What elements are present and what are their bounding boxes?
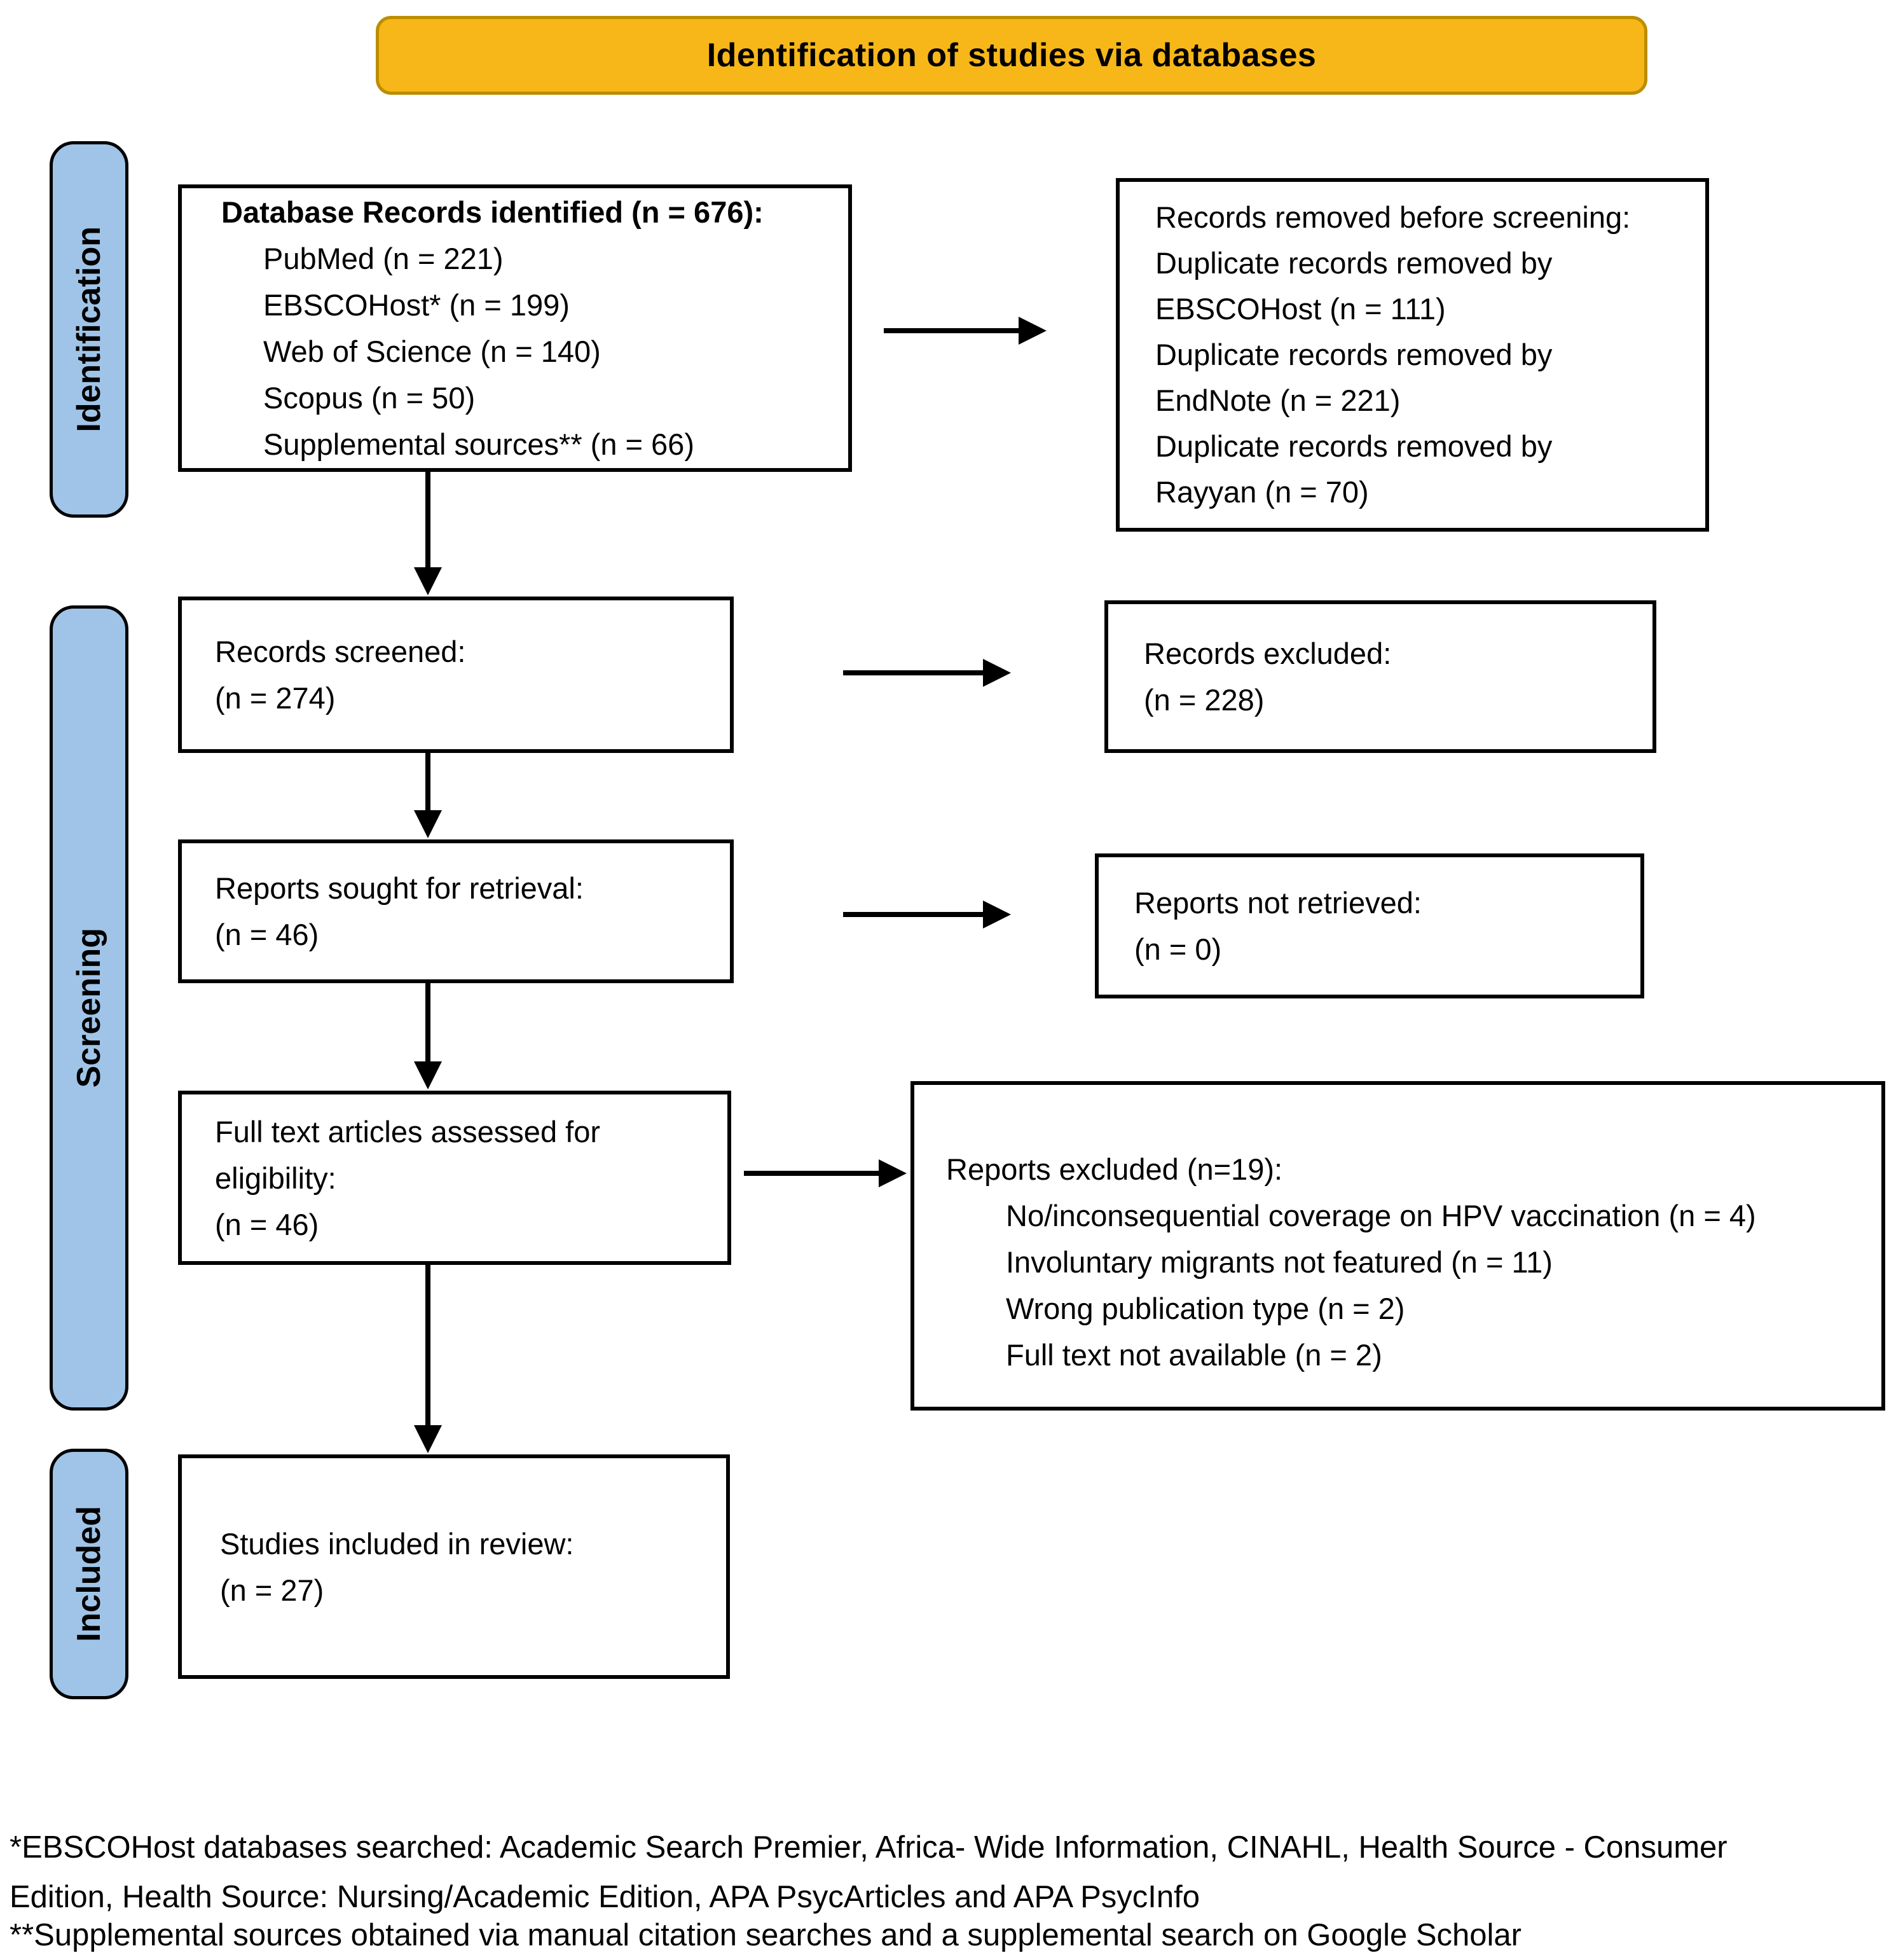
text-line: Wrong publication type (n = 2) — [1006, 1291, 1405, 1325]
arrow-shaft — [425, 472, 430, 567]
arrow-head-right-icon — [983, 659, 1011, 687]
arrow-shaft — [744, 1171, 879, 1176]
text-line: Duplicate records removed by — [1155, 246, 1553, 280]
text-line: Scopus (n = 50) — [263, 381, 476, 415]
box-heading: Reports sought for retrieval: — [215, 871, 584, 905]
text-line: Duplicate records removed by — [1155, 429, 1553, 463]
text-line: Involuntary migrants not featured (n = 11) — [1006, 1245, 1553, 1279]
arrow-head-down-icon — [414, 567, 442, 595]
arrow-head-right-icon — [983, 901, 1011, 928]
arrow-sought-to-fulltext — [414, 983, 442, 1089]
arrow-shaft — [425, 1265, 430, 1425]
box-heading: Database Records identified (n = 676): — [221, 195, 764, 229]
box-heading: Records removed before screening: — [1155, 200, 1631, 234]
box-heading: Records excluded: — [1144, 637, 1392, 670]
box-records-removed-before-screening — [1116, 178, 1709, 532]
text-line: PubMed (n = 221) — [263, 242, 504, 275]
arrow-identified-to-removed — [884, 317, 1047, 345]
arrow-identified-to-screened — [414, 472, 442, 595]
footnote-supplemental-sources — [10, 1910, 1522, 1960]
arrow-head-down-icon — [414, 1425, 442, 1453]
text-line: No/inconsequential coverage on HPV vaccination (n = 4) — [1006, 1198, 1756, 1232]
box-database-records-identified — [178, 184, 852, 472]
stage-label-included-text: Included — [71, 1506, 107, 1642]
box-reports-excluded — [910, 1081, 1885, 1411]
text-line: (n = 274) — [215, 681, 336, 715]
text-line: (n = 46) — [215, 918, 319, 951]
stage-label-identification — [50, 141, 128, 518]
text-line: Rayyan (n = 70) — [1155, 475, 1369, 509]
footnote-line: *EBSCOHost databases searched: Academic Search Premier, Africa- Wide Information, CINAHL, Health Source - Consumer — [10, 1830, 1728, 1865]
arrow-shaft — [843, 912, 983, 917]
footnote-line: Edition, Health Source: Nursing/Academic Edition, APA PsycArticles and APA PsycInfo — [10, 1880, 1200, 1914]
box-heading: Studies included in review: — [220, 1526, 574, 1561]
box-heading: Records screened: — [215, 635, 466, 668]
banner-identification-of-studies — [376, 16, 1647, 95]
box-studies-included-in-review — [178, 1454, 730, 1679]
box-fulltext-articles-assessed — [178, 1091, 731, 1265]
box-records-screened — [178, 597, 734, 753]
arrow-shaft — [425, 983, 430, 1061]
box-heading: Reports excluded (n=19): — [946, 1152, 1283, 1186]
arrow-fulltext-to-reports-excluded — [744, 1159, 907, 1187]
arrow-shaft — [884, 328, 1019, 333]
arrow-shaft — [843, 670, 983, 675]
box-records-excluded — [1104, 600, 1656, 753]
text-line: EndNote (n = 221) — [1155, 383, 1401, 417]
text-line: Supplemental sources** (n = 66) — [263, 427, 694, 461]
box-reports-sought-for-retrieval — [178, 839, 734, 983]
text-line: (n = 228) — [1144, 683, 1265, 717]
banner-title: Identification of studies via databases — [706, 37, 1317, 74]
arrow-head-right-icon — [1019, 317, 1047, 345]
box-reports-not-retrieved — [1095, 853, 1644, 998]
arrow-fulltext-to-included — [414, 1265, 442, 1453]
arrow-screened-to-excluded — [843, 659, 1011, 687]
text-line: (n = 27) — [220, 1573, 324, 1607]
stage-label-included — [50, 1449, 128, 1699]
arrow-head-right-icon — [879, 1159, 907, 1187]
arrow-head-down-icon — [414, 810, 442, 838]
stage-label-screening — [50, 605, 128, 1411]
text-line: Web of Science (n = 140) — [263, 335, 601, 368]
text-line: Full text not available (n = 2) — [1006, 1337, 1382, 1372]
stage-label-screening-text: Screening — [71, 928, 107, 1088]
text-line: EBSCOHost (n = 111) — [1155, 292, 1446, 326]
box-heading: Full text articles assessed for — [215, 1114, 600, 1149]
text-line: eligibility: — [215, 1161, 336, 1195]
footnote-ebscohost-databases — [10, 1823, 1728, 1922]
text-line: (n = 0) — [1134, 932, 1222, 966]
text-line: EBSCOHost* (n = 199) — [263, 288, 570, 322]
arrow-sought-to-not-retrieved — [843, 901, 1011, 928]
stage-label-identification-text: Identification — [71, 226, 107, 432]
arrow-shaft — [425, 753, 430, 810]
arrow-head-down-icon — [414, 1061, 442, 1089]
text-line: Duplicate records removed by — [1155, 338, 1553, 371]
box-heading: Reports not retrieved: — [1134, 886, 1422, 920]
text-line: (n = 46) — [215, 1207, 319, 1241]
arrow-screened-to-sought — [414, 753, 442, 838]
footnote-line: **Supplemental sources obtained via manual citation searches and a supplemental search on Google Scholar — [10, 1918, 1522, 1952]
